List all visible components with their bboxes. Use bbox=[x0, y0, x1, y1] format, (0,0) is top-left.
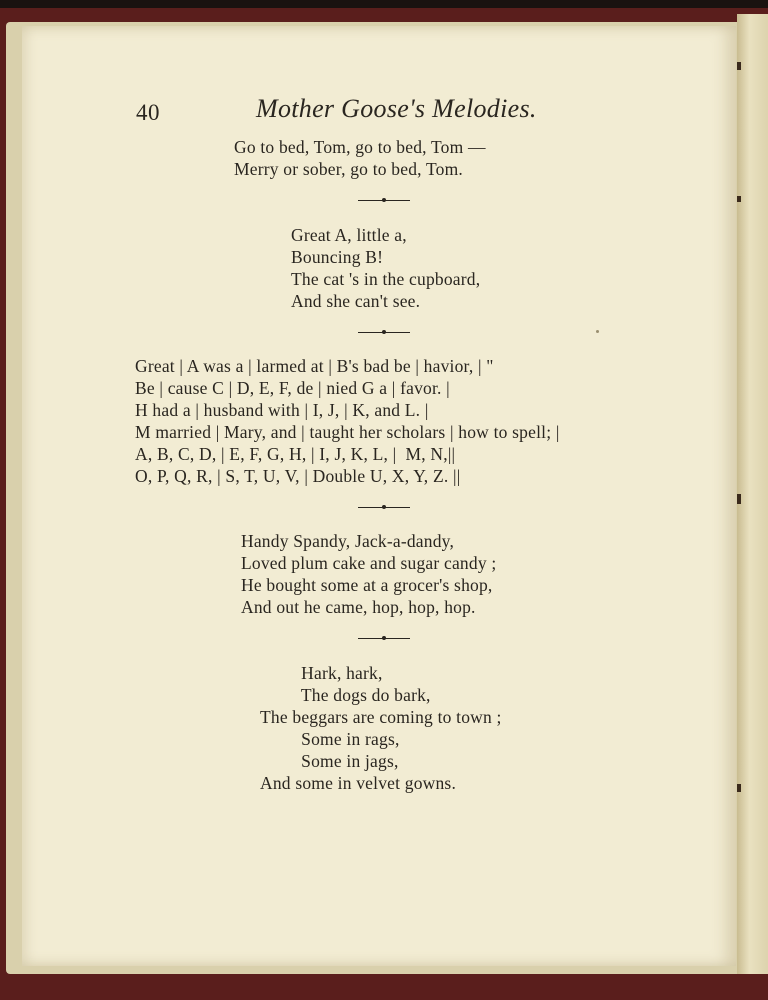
section-divider bbox=[358, 634, 410, 644]
verse-line: Great | A was a | larmed at | B's bad be | havior, | " bbox=[135, 356, 494, 376]
verse-line: The beggars are coming to town ; bbox=[260, 707, 502, 727]
running-title: Mother Goose's Melodies. bbox=[256, 94, 537, 123]
section-divider bbox=[358, 196, 410, 206]
verse-line: Some in rags, bbox=[260, 729, 400, 749]
section-divider bbox=[358, 503, 410, 513]
section-divider bbox=[358, 328, 410, 338]
verse-line: Some in jags, bbox=[260, 751, 399, 771]
stanza-5 bbox=[260, 662, 502, 794]
verse-line: The dogs do bark, bbox=[260, 685, 431, 705]
verse-line: The cat 's in the cupboard, bbox=[291, 269, 481, 289]
facing-page-edge bbox=[737, 14, 768, 974]
book-page bbox=[22, 26, 736, 966]
verse-line: Loved plum cake and sugar candy ; bbox=[241, 553, 497, 573]
verse-line: And out he came, hop, hop, hop. bbox=[241, 597, 476, 617]
verse-line: M married | Mary, and | taught her scholars | how to spell; | bbox=[135, 422, 560, 442]
verse-line: And she can't see. bbox=[291, 291, 421, 311]
verse-line: Be | cause C | D, E, F, de | nied G a | favor. | bbox=[135, 378, 450, 398]
verse-line: Bouncing B! bbox=[291, 247, 384, 267]
verse-line: H had a | husband with | I, J, | K, and L. | bbox=[135, 400, 429, 420]
verse-line: Great A, little a, bbox=[291, 225, 407, 245]
stanza-3 bbox=[135, 355, 560, 487]
stanza-1 bbox=[234, 136, 486, 180]
stanza-4 bbox=[241, 530, 496, 618]
verse-line: Hark, hark, bbox=[260, 663, 383, 683]
paper-speck bbox=[596, 330, 599, 333]
verse-line: And some in velvet gowns. bbox=[260, 773, 457, 793]
verse-line: O, P, Q, R, | S, T, U, V, | Double U, X, Y, Z. || bbox=[135, 466, 461, 486]
verse-line: Handy Spandy, Jack-a-dandy, bbox=[241, 531, 455, 551]
verse-line: A, B, C, D, | E, F, G, H, | I, J, K, L, | M, N,|| bbox=[135, 444, 456, 464]
verse-line: Go to bed, Tom, go to bed, Tom — bbox=[234, 137, 486, 157]
stanza-2 bbox=[291, 224, 480, 312]
page-number: 40 bbox=[136, 100, 160, 125]
verse-line: He bought some at a grocer's shop, bbox=[241, 575, 493, 595]
verse-line: Merry or sober, go to bed, Tom. bbox=[234, 159, 463, 179]
